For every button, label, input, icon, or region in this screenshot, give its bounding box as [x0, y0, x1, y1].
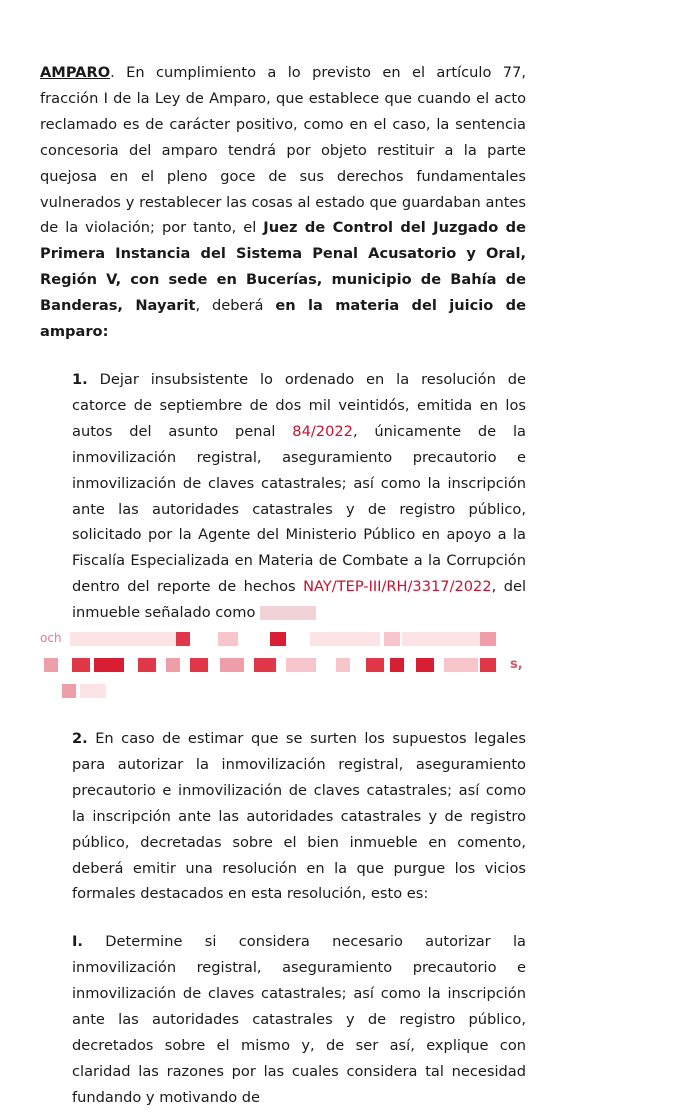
redacted-line-2 [40, 652, 526, 678]
item-2 [40, 726, 526, 907]
item-I-number: I. [72, 933, 83, 951]
item-2-number: 2. [72, 730, 88, 748]
item-I-text: Determine si considera necesario autorizar la inmovilización registral, aseguramiento precautorio e inmovilización de claves catastrales; así como la inscripción ante las autoridades catastrales y de registro público, decretados sobre el mismo y, de ser así, explique con claridad las razones por las cuales considera tal necesidad fundando y motivando de [72, 933, 526, 1106]
redacted-line-1 [40, 626, 526, 652]
report-number: NAY/TEP-III/RH/3317/2022 [303, 578, 492, 596]
document-body [40, 60, 526, 1111]
item-1-number: 1. [72, 370, 88, 388]
amparo-text-2: , deberá [195, 297, 276, 315]
item-1-text-3: , del inmueble señalado como [72, 578, 527, 622]
item-I [40, 929, 526, 1110]
redacted-fragment-end: s, [510, 657, 523, 673]
item-2-text: En caso de estimar que se surten los supuestos legales para autorizar la inmovilización registral, aseguramiento precautorio e inmovilización de claves catastrales; así como la inscripción ante las autoridades catastrales y de registro público, decretadas sobre el bien inmueble en comento, deberá emitir una resolución en la que purgue los vicios formales destacados en esta resolución, esto es: [72, 730, 526, 903]
item-1-text-1: Dejar insubsistente lo ordenado en la resolución de catorce de septiembre de dos mil veintidós, emitida en los autos del asunto penal [72, 370, 526, 440]
paragraph-amparo [40, 60, 526, 345]
amparo-heading: AMPARO [40, 64, 111, 81]
amparo-closing-bold: en la materia del juicio de amparo: [40, 297, 526, 341]
amparo-text-1: . En cumplimiento a lo previsto en el artículo 77, fracción I de la Ley de Amparo, que establece que cuando el acto reclamado es de carácter positivo, como en el caso, la sentencia concesoria del amparo tendrá por objeto restituir a la parte quejosa en el pleno goce de sus derechos fundamentales vulnerados y restablecer las cosas al estado que guardaban antes de la violación; por tanto, el [40, 64, 526, 237]
item-1 [40, 367, 526, 626]
redacted-fragment-start: och [40, 631, 62, 646]
redacted-line-3 [40, 678, 526, 704]
redaction-inline [260, 606, 316, 620]
judge-designation: Juez de Control del Juzgado de Primera Instancia del Sistema Penal Acusatorio y Oral, Región V, con sede en Bucerías, municipio de Bahía de Banderas, Nayarit [40, 219, 526, 315]
item-1-text-2: , únicamente de la inmovilización registral, aseguramiento precautorio e inmovilización de claves catastrales; así como la inscripción ante las autoridades catastrales y de registro público, solicitado por la Agente del Ministerio Público en apoyo a la Fiscalía Especializada en Materia de Combate a la Corrupción dentro del reporte de hechos [72, 422, 527, 596]
side-signature-stamp [2, 530, 12, 690]
case-number: 84/2022 [292, 422, 353, 440]
